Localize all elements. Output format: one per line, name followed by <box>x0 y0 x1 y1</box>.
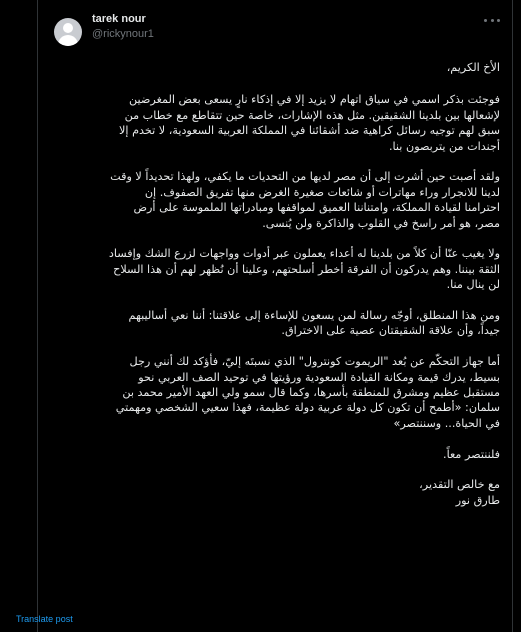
post-paragraph: ولقد أصبت حين أشرت إلى أن مصر لديها من التحديات ما يكفي، ولهذا تحديداً لا وقت لدينا للانجرار وراء مهاترات أو شائعات صغيرة الغرض منها تفريق الصفوف. إن احترامنا لقيادة المملكة، وامتناننا العميق لمواقفها ومبادراتها الملموسة على أرض مصر، هو أمر راسخ في القلوب والذاكرة ولن يُنسى. <box>110 170 500 230</box>
post-header <box>54 8 500 50</box>
post-paragraph: فلننتصر معاً. <box>443 447 500 461</box>
post-card <box>38 0 512 632</box>
post-paragraph: ومن هذا المنطلق، أوجّه رسالة لمن يسعون للإساءة إلى علاقتنا: أننا نعي أساليبهم جيداً، وأن علاقة الشقيقتان عصية على الاختراق. <box>128 309 500 338</box>
right-divider <box>512 0 513 632</box>
post-paragraph-greeting: الأخ الكريم، <box>446 61 500 74</box>
default-avatar-icon[interactable] <box>54 18 82 46</box>
author-names <box>92 12 154 42</box>
author-handle[interactable]: @rickynour1 <box>92 28 154 40</box>
post-paragraph: أما جهاز التحكّم عن بُعد "الريموت كونترول" الذي نسبتَه إليّ، فأؤكد لك أنني رجل بسيط، يدرك قيمة ومكانة القيادة السعودية ورؤيتها في توحيد الصف العربي نحو مستقبل عظيم ومشرق للمنطقة بأسرها، وكما قال سمو ولي العهد الأمير محمد بن سلمان: «أطمح أن تكون كل دولة عربية دولة عظيمة، فهذا سعيي الشخصي ومهمتي في الحياة... وسننتصر» <box>115 355 500 430</box>
author-display-name[interactable]: tarek nour <box>92 13 146 25</box>
post-body <box>54 60 500 508</box>
more-options-icon[interactable] <box>484 14 500 26</box>
post-paragraph: فوجئت بذكر اسمي في سياق اتهام لا يزيد إلا في إذكاء نارٍ يسعى بعض المغرضين لإشعالها بين بلدينا الشقيقين. مثل هذه الإشارات، خاصة حين تتقاطع مع خطاب من سبق لهم توجيه رسائل كراهية ضد أشقائنا في المملكة العربية السعودية، لا تخدم إلا أجندات من يتربصون بنا. <box>119 93 500 153</box>
post-signature: مع خالص التقدير، طارق نور <box>419 478 500 507</box>
post-paragraph: ولا يغيب عنّا أن كلاً من بلدينا له أعداء يعملون عبر أدوات وواجهات لزرع الشك وإفساد الثقة بيننا. وهم يدركون أن الفرقة أخطر أسلحتهم، وعلينا أن نُظهر لهم أن هذا السلاح لن ينال منا. <box>108 247 500 292</box>
translate-post-link[interactable]: Translate post <box>16 614 73 624</box>
